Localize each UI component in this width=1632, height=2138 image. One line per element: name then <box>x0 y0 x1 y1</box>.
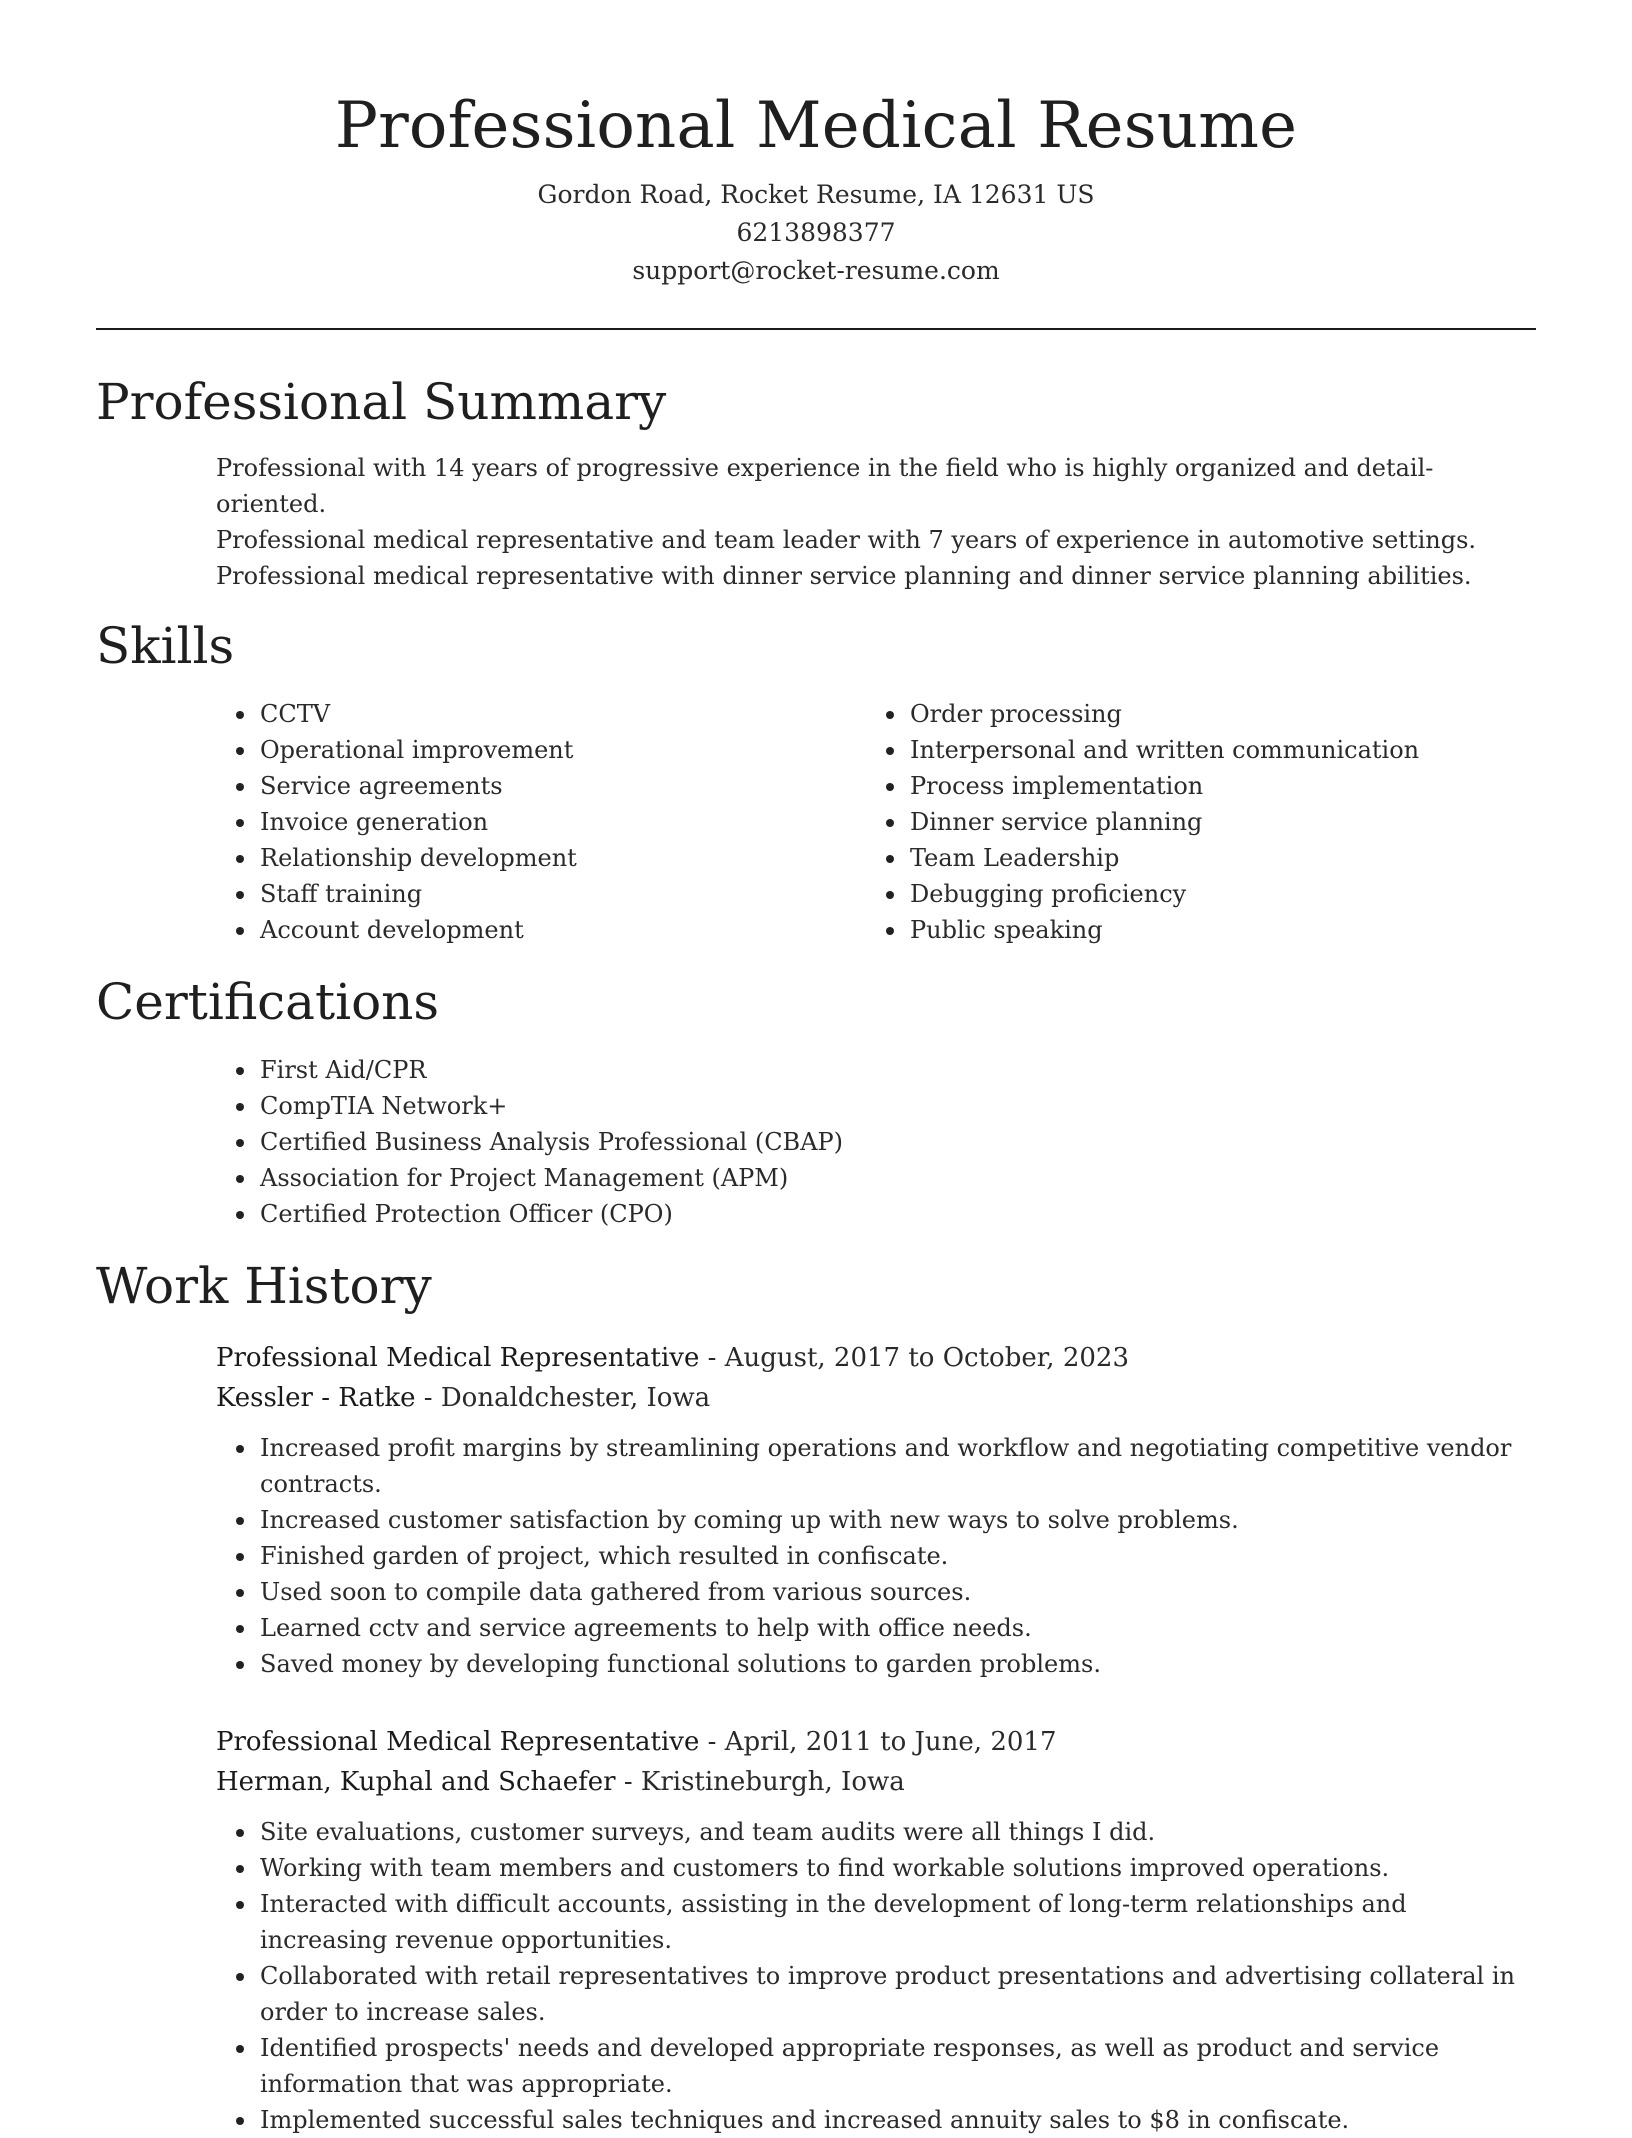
work-history-section <box>96 1256 1536 2138</box>
job-duty: Working with team members and customers to find workable solutions improved operations. <box>96 1850 1536 1886</box>
skill-item: Interpersonal and written communication <box>746 732 1536 768</box>
work-history-heading: Work History <box>96 1257 432 1315</box>
certifications-heading: Certifications <box>96 973 440 1031</box>
job-title: Professional Medical Representative <box>216 1343 700 1373</box>
skill-item: Dinner service planning <box>746 804 1536 840</box>
contact-address: Gordon Road, Rocket Resume, IA 12631 US <box>537 180 1095 209</box>
skills-heading: Skills <box>96 617 235 675</box>
job-company: Kessler - Ratke <box>216 1383 416 1413</box>
certification-item: Certified Protection Officer (CPO) <box>96 1196 1536 1232</box>
skill-item: Relationship development <box>96 840 746 876</box>
job-duty: Increased profit margins by streamlining operations and workflow and negotiating competitive vendor contracts. <box>96 1430 1536 1502</box>
resume-title: Professional Medical Resume <box>334 89 1298 163</box>
skills-section <box>96 616 1536 948</box>
certification-item: Certified Business Analysis Professional (CBAP) <box>96 1124 1536 1160</box>
job-title: Professional Medical Representative <box>216 1727 700 1757</box>
summary-section <box>96 372 1536 594</box>
job-location: - Kristineburgh, Iowa <box>615 1767 905 1797</box>
job-duty: Interacted with difficult accounts, assisting in the development of long-term relationships and increasing revenue opportunities. <box>96 1886 1536 1958</box>
job-duty: Site evaluations, customer surveys, and team audits were all things I did. <box>96 1814 1536 1850</box>
job-dates: - August, 2017 to October, 2023 <box>699 1343 1129 1373</box>
job-company-line <box>216 1762 1536 1802</box>
skill-item: Staff training <box>96 876 746 912</box>
job-duty: Identified prospects' needs and developed appropriate responses, as well as product and service information that was appropriate. <box>96 2030 1536 2102</box>
job-duty: Used soon to compile data gathered from various sources. <box>96 1574 1536 1610</box>
skill-item: Service agreements <box>96 768 746 804</box>
contact-email: support@rocket-resume.com <box>632 256 1000 285</box>
summary-line: Professional with 14 years of progressive experience in the field who is highly organized and detail-oriented. <box>216 454 1434 518</box>
job-duties-list <box>96 1430 1536 1682</box>
job-title-line <box>216 1338 1536 1378</box>
skill-item: Public speaking <box>746 912 1536 948</box>
job-duty: Increased customer satisfaction by coming up with new ways to solve problems. <box>96 1502 1536 1538</box>
summary-text <box>216 450 1536 594</box>
job-company-line <box>216 1378 1536 1418</box>
job-entry <box>96 1722 1536 2138</box>
summary-line: Professional medical representative and team leader with 7 years of experience in automotive settings. <box>216 526 1477 554</box>
certification-item: Association for Project Management (APM) <box>96 1160 1536 1196</box>
certification-item: CompTIA Network+ <box>96 1088 1536 1124</box>
certification-item: First Aid/CPR <box>96 1052 1536 1088</box>
job-duty: Learned cctv and service agreements to help with office needs. <box>96 1610 1536 1646</box>
summary-line: Professional medical representative with dinner service planning and dinner service planning abilities. <box>216 562 1472 590</box>
resume-page <box>96 0 1536 2138</box>
job-duty: Implemented successful sales techniques and increased annuity sales to $8 in confiscate. <box>96 2102 1536 2138</box>
skill-item: Order processing <box>746 696 1536 732</box>
summary-heading: Professional Summary <box>96 373 667 431</box>
skill-item: CCTV <box>96 696 746 732</box>
skills-list-left <box>96 696 746 948</box>
job-location: - Donaldchester, Iowa <box>415 1383 711 1413</box>
job-duties-list <box>96 1814 1536 2138</box>
certifications-section <box>96 972 1536 1232</box>
job-duty: Collaborated with retail representatives to improve product presentations and advertising collateral in order to increase sales. <box>96 1958 1536 2030</box>
certifications-list <box>96 1052 1536 1232</box>
skill-item: Team Leadership <box>746 840 1536 876</box>
skill-item: Process implementation <box>746 768 1536 804</box>
job-duty: Finished garden of project, which resulted in confiscate. <box>96 1538 1536 1574</box>
contact-block <box>96 176 1536 290</box>
skill-item: Debugging proficiency <box>746 876 1536 912</box>
contact-phone: 6213898377 <box>736 218 896 247</box>
job-title-line <box>216 1722 1536 1762</box>
job-entry <box>96 1338 1536 1682</box>
skill-item: Invoice generation <box>96 804 746 840</box>
job-company: Herman, Kuphal and Schaefer <box>216 1767 616 1797</box>
job-dates: - April, 2011 to June, 2017 <box>699 1727 1057 1757</box>
skill-item: Operational improvement <box>96 732 746 768</box>
skills-columns <box>96 696 1536 948</box>
skills-list-right <box>746 696 1536 948</box>
skill-item: Account development <box>96 912 746 948</box>
job-duty: Saved money by developing functional solutions to garden problems. <box>96 1646 1536 1682</box>
header-divider <box>96 328 1536 330</box>
